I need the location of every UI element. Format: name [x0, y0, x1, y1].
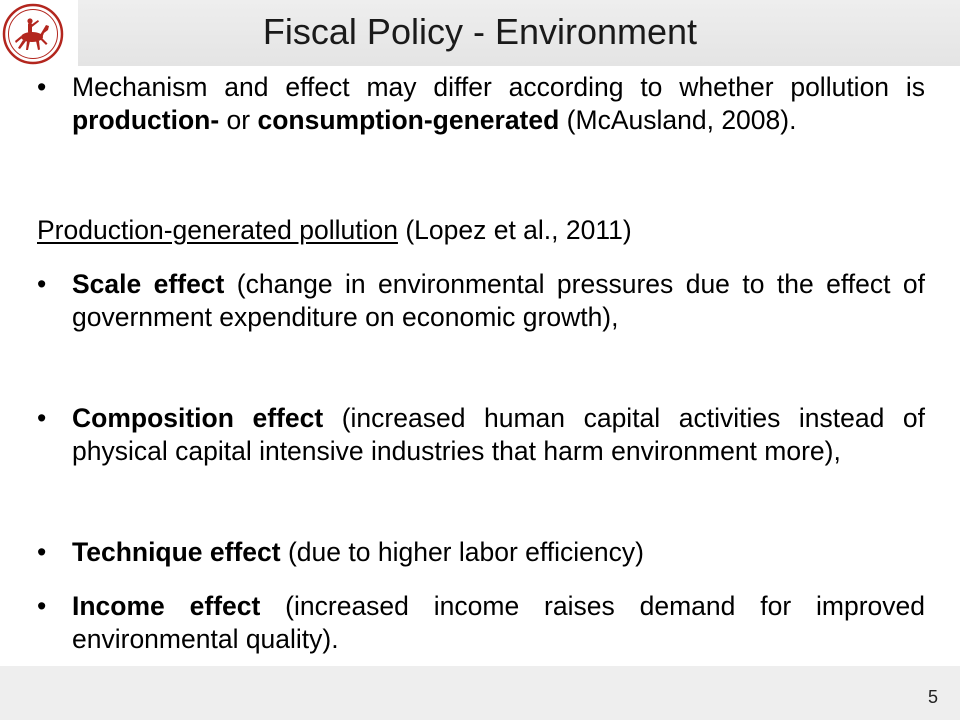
intro-bold-consumption: consumption-generated: [257, 105, 560, 135]
bullet-marker: •: [37, 403, 47, 433]
section-heading-citation: (Lopez et al., 2011): [397, 215, 632, 245]
effect-name: Income effect: [72, 591, 261, 621]
intro-bold-production: production-: [72, 105, 220, 135]
bullet-marker: •: [37, 537, 47, 567]
section-heading: [37, 214, 632, 247]
effect-name: Scale effect: [72, 269, 225, 299]
footer-band: [0, 666, 960, 720]
bullet-marker: •: [37, 269, 47, 299]
slide-title: Fiscal Policy - Environment: [262, 11, 698, 52]
intro-text-c: (McAusland, 2008).: [559, 105, 797, 135]
effect-name: Technique effect: [72, 537, 281, 567]
effect-description: (due to higher labor efficiency): [280, 537, 644, 567]
intro-text-a: Mechanism and effect may differ according to whether pollution is: [72, 72, 925, 102]
bullet-marker: •: [37, 591, 47, 621]
intro-bullet: [37, 71, 925, 137]
effect-item-scale: [37, 268, 925, 334]
page-number: 5: [927, 687, 938, 707]
bullet-marker: •: [37, 72, 47, 102]
effect-item-income: [37, 590, 925, 656]
effect-item-composition: [37, 402, 925, 468]
effect-item-technique: [37, 536, 925, 569]
effect-description: (increased human capital activities instead of physical capital intensive industries that harm environment more),: [72, 403, 925, 466]
effect-description: (change in environmental pressures due to the effect of government expenditure on economic growth),: [72, 269, 925, 332]
effect-name: Composition effect: [72, 403, 324, 433]
section-heading-underlined: Production-generated pollution: [37, 215, 398, 245]
intro-text-b: or: [219, 105, 258, 135]
effect-description: (increased income raises demand for improved environmental quality).: [72, 591, 925, 654]
